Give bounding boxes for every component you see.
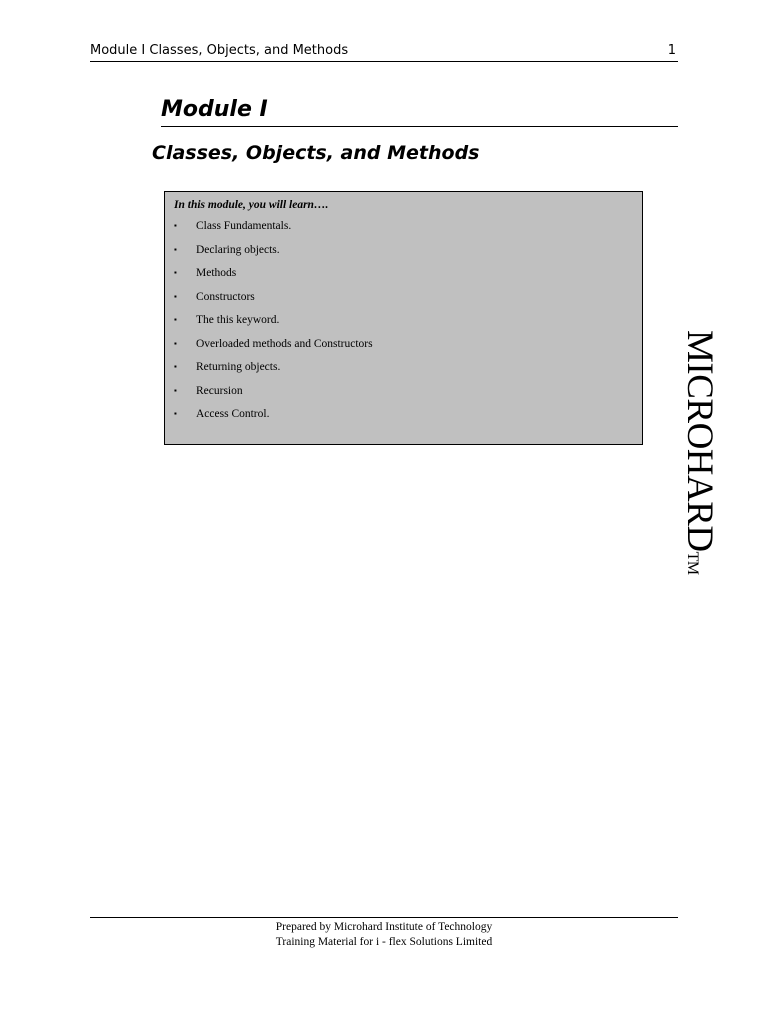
module-subtitle: Classes, Objects, and Methods (152, 142, 480, 164)
list-item-label: Recursion (196, 384, 243, 397)
bullet-icon: ▪ (174, 221, 177, 230)
bullet-icon: ▪ (174, 362, 177, 371)
page-header (90, 43, 678, 62)
footer-line-2: Training Material for i - flex Solutions Limited (275, 936, 493, 948)
learning-intro: In this module, you will learn…. (174, 199, 329, 211)
list-item-label: Declaring objects. (196, 243, 280, 256)
bullet-icon: ▪ (174, 385, 177, 395)
list-item-label: Access Control. (196, 408, 270, 420)
list-item-label: Constructors (196, 290, 255, 303)
bullet-icon: ▪ (174, 409, 177, 418)
footer-line-1: Prepared by Microhard Institute of Technology (275, 921, 493, 933)
page-number: 1 (667, 43, 676, 58)
trademark-mark: TM (684, 551, 701, 575)
list-item-label: Methods (196, 267, 237, 279)
brand-logo (679, 330, 719, 615)
list-item-label: Class Fundamentals. (196, 220, 292, 232)
list-item-label: Overloaded methods and Constructors (196, 337, 373, 350)
bullet-icon: ▪ (174, 268, 177, 277)
list-item-label: Returning objects. (196, 361, 281, 373)
list-item-label: The this keyword. (196, 314, 280, 326)
header-title: Module I Classes, Objects, and Methods (90, 43, 349, 58)
module-title: Module I (161, 96, 678, 127)
bullet-icon: ▪ (174, 244, 177, 254)
bullet-icon: ▪ (174, 338, 177, 348)
bullet-icon: ▪ (174, 315, 177, 324)
bullet-icon: ▪ (174, 291, 177, 301)
page-footer (90, 920, 678, 950)
footer-divider (90, 917, 678, 918)
brand-name: MICROHARD (679, 330, 720, 552)
brand-wordmark (672, 330, 719, 575)
learning-objectives-box (164, 191, 643, 445)
